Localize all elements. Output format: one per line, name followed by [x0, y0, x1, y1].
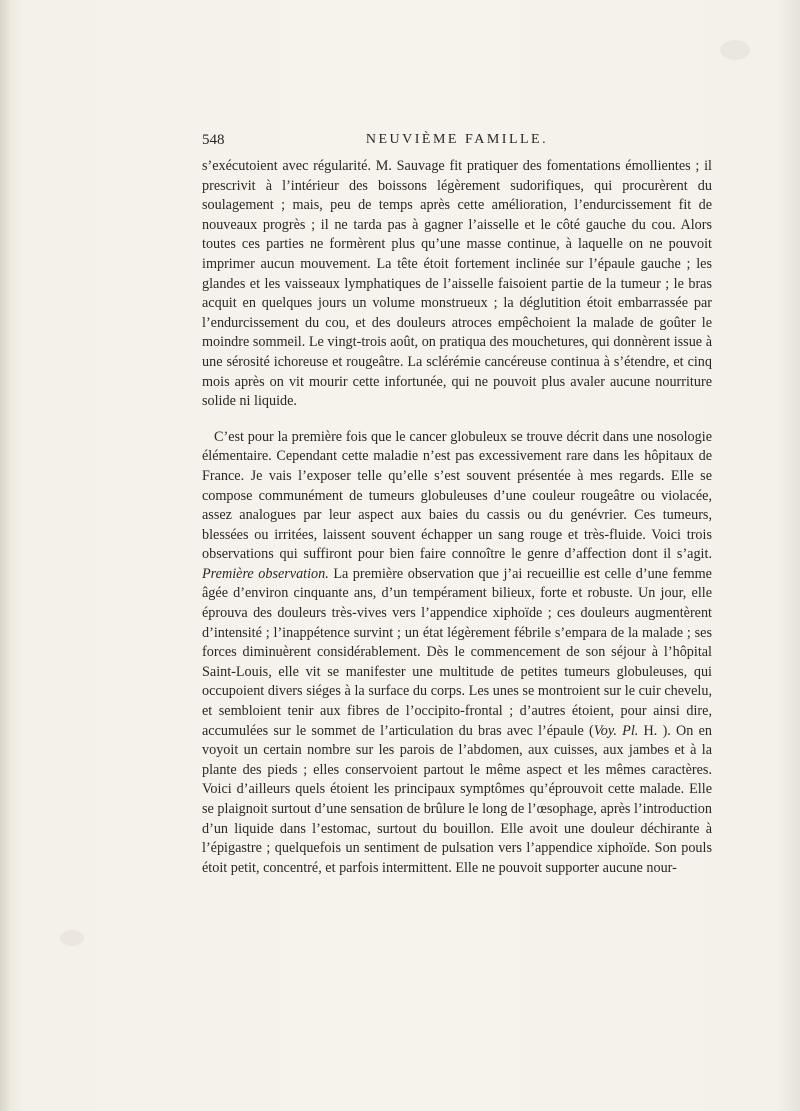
paragraph-cancer-globuleux	[202, 428, 712, 879]
paragraph-continuation: s’exécutoient avec régularité. M. Sauvage fit pratiquer des fomentations émollientes ; il prescrivit à l’intérieur des boissons légèrement sudorifiques, qui procurèrent du soulagement ; mais, peu de temps après cette amélioration, l’endurcissement fit de nouveaux progrès ; il ne tarda pas à gagner l’aisselle et le côté gauche du cou. Alors toutes ces parties ne formèrent plus qu’une masse continue, à laquelle on ne pouvoit imprimer aucun mouvement. La tête étoit fortement inclinée sur l’épaule gauche ; les glandes et les vaisseaux lymphatiques de l’aisselle faisoient partie de la tumeur ; le bras acquit en quelques jours un volume monstrueux ; la déglutition étoit embarrassée par l’endurcissement du cou, et des douleurs atroces empêchoient la malade de goûter le moindre sommeil. Le vingt-trois août, on pratiqua des mouchetures, qui donnèrent issue à une sérosité ichoreuse et rougeâtre. La sclérémie cancéreuse continua à s’étendre, et cinq mois après on vit mourir cette infortunée, qui ne pouvoit plus avaler aucune nourriture solide ni liquide.	[202, 158, 712, 410]
observation-text: La première observation que j’ai recueillie est celle d’une femme âgée d’environ cinquante ans, d’un tempérament bilieux, forte et robuste. Un jour, elle éprouva des douleurs très-vives vers l’appendice xiphoïde ; ces douleurs augmentèrent d’intensité ; l’inappétence survint ; un état légèrement fébrile s’empara de la malade ; ses forces diminuèrent considérablement. Dès le commencement de son séjour à l’hôpital Saint-Louis, elle vit se manifester une multitude de petites tumeurs globuleuses, qui occupoient divers siéges à la surface du corps. Les unes se montroient sur le cuir chevelu, et sembloient tenir aux fibres de l’occipito-frontal ; d’autres étoient, pour ainsi dire, accumulées sur le sommet de l’articulation du bras avec l’épaule (	[202, 565, 712, 739]
plate-reference: Voy. Pl.	[593, 722, 639, 739]
observation-label: Première observation.	[202, 565, 329, 582]
paper-stain	[720, 40, 750, 60]
page-gutter-shadow	[0, 0, 10, 1111]
running-title: NEUVIÈME FAMILLE.	[365, 132, 549, 147]
page-number: 548	[202, 132, 225, 148]
paragraph-intro-text: C’est pour la première fois que le cancer globuleux se trouve décrit dans une nosologie élémentaire. Cependant cette maladie n’est pas excessivement rare dans les hôpitaux de France. Je vais l’exposer telle qu’elle s’est souvent présentée à mes regards. Elle se compose communément de tumeurs globuleuses d’une couleur rougeâtre ou violacée, assez analogues par leur aspect aux baies du cassis ou du genévrier. Ces tumeurs, blessées ou irritées, laissent souvent échapper un sang rouge et très-fluide. Voici trois observations qui suffiront pour bien faire connoître le genre d’affection dont il s’agit.	[202, 428, 712, 563]
body-text	[202, 157, 712, 878]
observation-text-end: H. ). On en voyoit un certain nombre sur les parois de l’abdomen, aux cuisses, aux jambes et à la plante des pieds ; elles conservoient partout le même aspect et les mêmes caractères. Voici d’ailleurs quels étoient les principaux symptômes qu’éprouvoit cette malade. Elle se plaignoit surtout d’une sensation de brûlure le long de l’œsophage, après l’introduction d’un liquide dans l’estomac, surtout du bouillon. Elle avoit une douleur déchirante à l’épigastre ; quelquefois un sentiment de pulsation vers l’appendice xiphoïde. Son pouls étoit petit, concentré, et parfois intermittent. Elle ne pouvoit supporter aucune nour-	[202, 722, 713, 876]
running-head	[202, 132, 712, 152]
paper-stain	[60, 930, 84, 946]
